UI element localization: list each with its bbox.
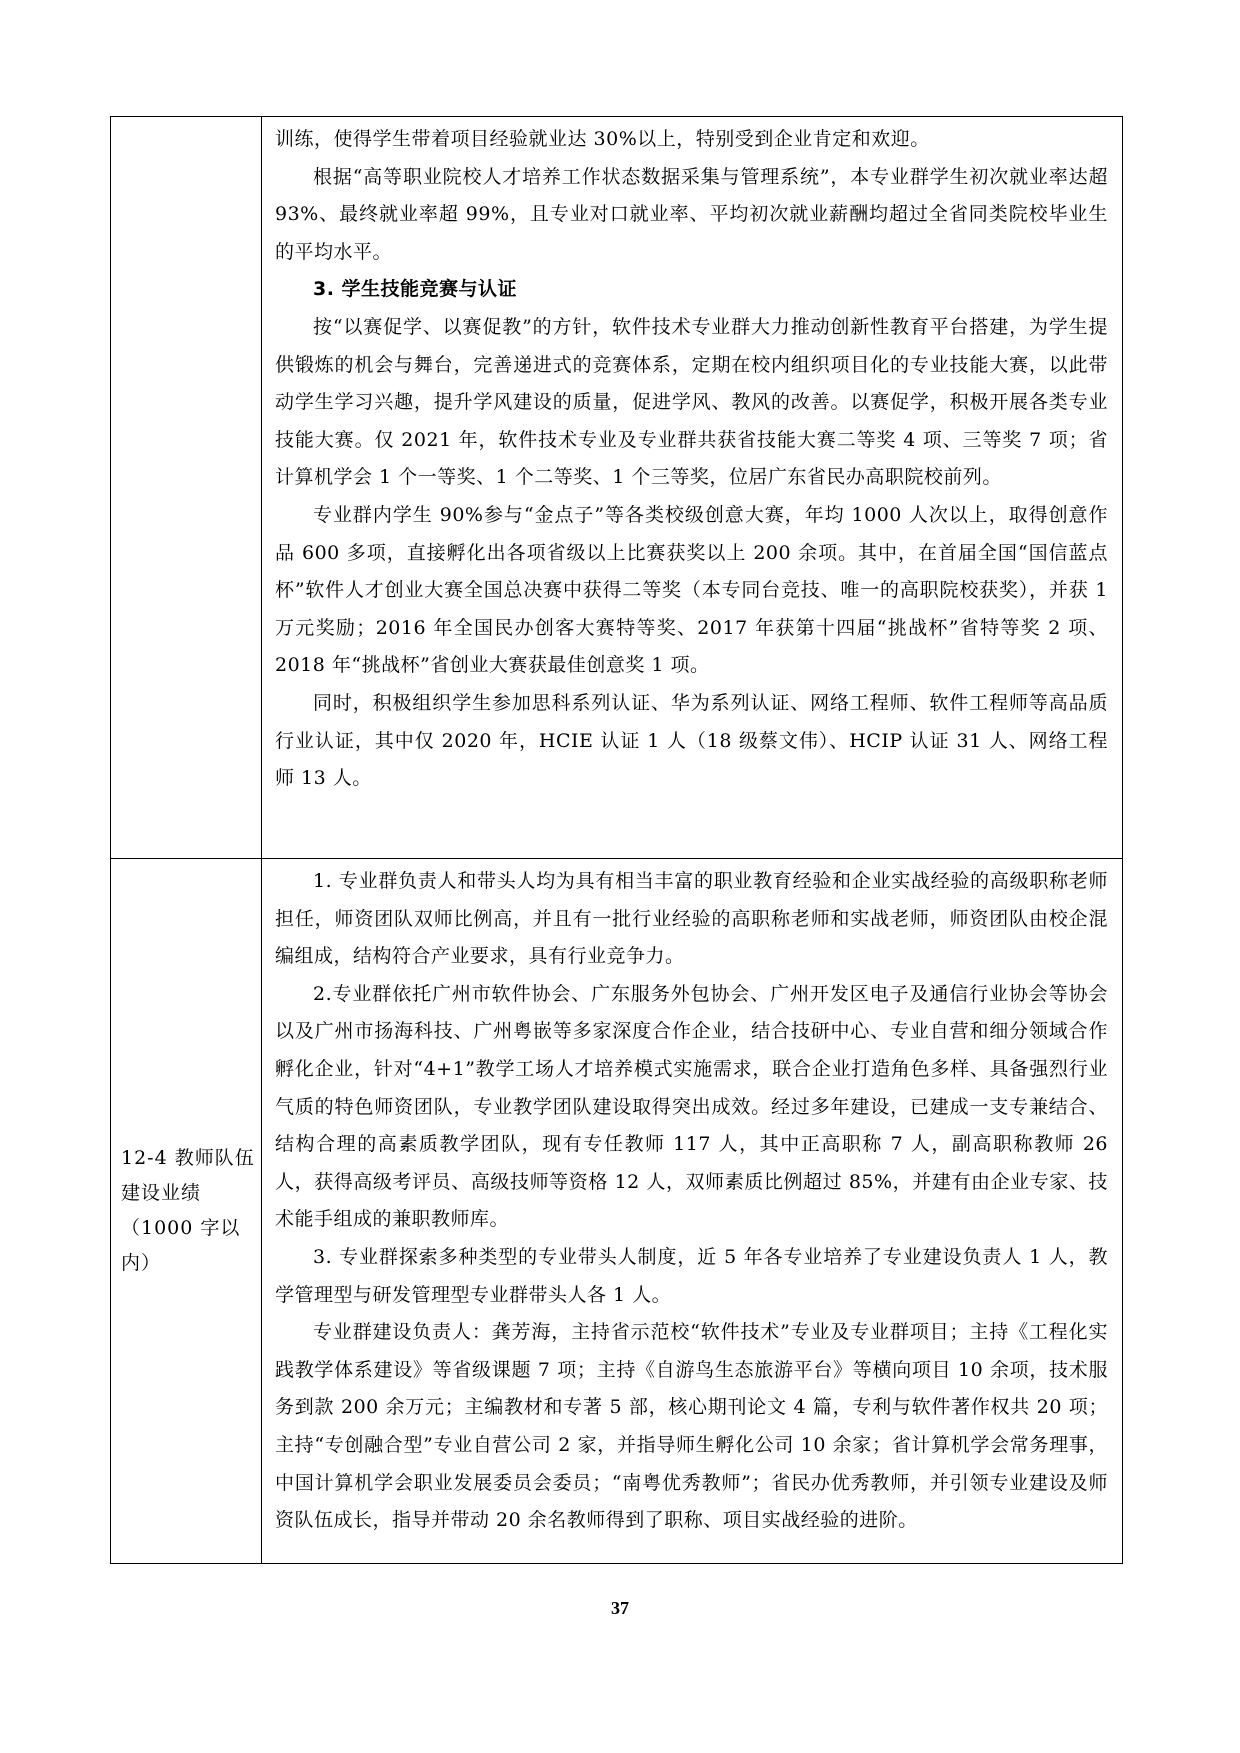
paragraph: 2.专业群依托广州市软件协会、广东服务外包协会、广州开发区电子及通信行业协会等协会以及广州市扬海科技、广州粤嵌等多家深度合作企业，结合技研中心、专业自营和细分领域合作孵化企业，针对“4+1”教学工场人才培养模式实施需求，联合企业打造角色多样、具备强烈行业气质的特色师资团队，专业教学团队建设取得突出成效。经过多年建设，已建成一支专兼结合、结构合理的高素质教学团队，现有专任教师 117 人，其中正高职称 7 人，副高职称教师 26 人，获得高级考评员、高级技师等资格 12 人，双师素质比例超过 85%，并建有由企业专家、技术能手组成的兼职教师库。 [275, 982, 1108, 1231]
paragraph: 根据“高等职业院校人才培养工作状态数据采集与管理系统”，本专业群学生初次就业率达超 93%、最终就业率超 99%，且专业对口就业率、平均初次就业薪酬均超过全省同类院校毕业生的平均水平。 [275, 165, 1108, 263]
paragraph: 1. 专业群负责人和带头人均为具有相当丰富的职业教育经验和企业实战经验的高级职称老师担任，师资团队双师比例高，并且有一批行业经验的高职称老师和实战老师，师资团队由校企混编组成，结构符合产业要求，具有行业竞争力。 [275, 870, 1108, 968]
page-number: 37 [611, 1598, 629, 1618]
section-label-cell [111, 117, 262, 859]
table-row-teacher-team [111, 859, 1123, 1564]
paragraph: 按“以赛促学、以赛促教”的方针，软件技术专业群大力推动创新性教育平台搭建，为学生提供锻炼的机会与舞台，完善递进式的竞赛体系，定期在校内组织项目化的专业技能大赛，以此带动学生学习兴趣，提升学风建设的质量，促进学风、教风的改善。以赛促学，积极开展各类专业技能大赛。仅 2021 年，软件技术专业及专业群共获省技能大赛二等奖 4 项、三等奖 7 项；省计算机学会 1 个一等奖、1 个二等奖、1 个三等奖，位居广东省民办高职院校前列。 [275, 315, 1108, 489]
paragraph: 训练，使得学生带着项目经验就业达 30%以上，特别受到企业肯定和欢迎。 [275, 128, 930, 150]
section-content-cell [262, 859, 1123, 1564]
paragraph: 同时，积极组织学生参加思科系列认证、华为系列认证、网络工程师、软件工程师等高品质行业认证，其中仅 2020 年，HCIE 认证 1 人（18 级蔡文伟）、HCIP 认证 31 人、网络工程师 13 人。 [275, 691, 1108, 790]
paragraph: 专业群建设负责人：龚芳海，主持省示范校“软件技术”专业及专业群项目；主持《工程化实践教学体系建设》等省级课题 7 项；主持《自游鸟生态旅游平台》等横向项目 10 余项，技术服务到款 200 余万元；主编教材和专著 5 部，核心期刊论文 4 篇，专利与软件著作权共 20 项；主持“专创融合型”专业自营公司 2 家，并指导师生孵化公司 10 余家；省计算机学会常务理事，中国计算机学会职业发展委员会委员；“南粤优秀教师”；省民办优秀教师，并引领专业建设及师资队伍成长，指导并带动 20 余名教师得到了职称、项目实战经验的进阶。 [275, 1321, 1108, 1532]
table-row-previous-section [111, 117, 1123, 859]
section-content-cell [262, 117, 1123, 859]
paragraph: 3. 专业群探索多种类型的专业带头人制度，近 5 年各专业培养了专业建设负责人 1 人，教学管理型与研发管理型专业群带头人各 1 人。 [275, 1245, 1108, 1306]
section-label-cell [111, 859, 262, 1564]
section-label: 12-4 教师队伍建设业绩（1000 字以内） [121, 1147, 255, 1274]
record-table [110, 116, 1123, 1564]
subsection-heading: 3. 学生技能竞赛与认证 [313, 278, 518, 301]
paragraph: 专业群内学生 90%参与“金点子”等各类校级创意大赛，年均 1000 人次以上，取得创意作品 600 多项，直接孵化出各项省级以上比赛获奖以上 200 余项。其中，在首届全国“国信蓝点杯”软件人才创业大赛全国总决赛中获得二等奖（本专同台竞技、唯一的高职院校获奖），并获 1 万元奖励；2016 年全国民办创客大赛特等奖、2017 年获第十四届“挑战杯”省特等奖 2 项、2018 年“挑战杯”省创业大赛获最佳创意奖 1 项。 [275, 503, 1108, 677]
